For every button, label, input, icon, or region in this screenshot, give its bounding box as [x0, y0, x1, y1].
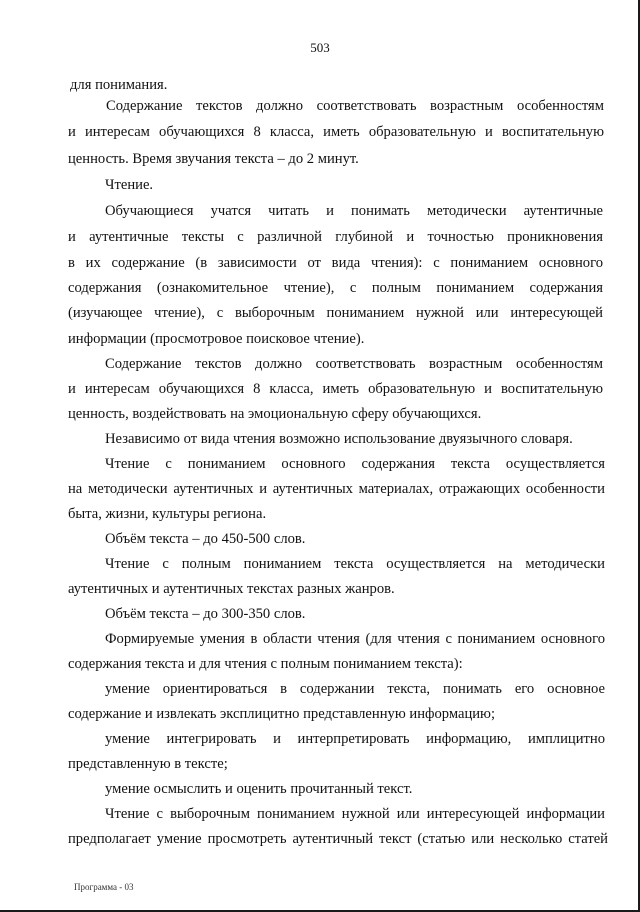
text-line: на методически аутентичных и аутентичных материалах, отражающих особенности: [68, 481, 605, 497]
text-line: ценность, воздействовать на эмоциональную сферу обучающихся.: [68, 406, 482, 422]
text-line: Чтение с пониманием основного содержания текста осуществляется: [105, 456, 605, 472]
text-line: содержания (ознакомительное чтение), с полным пониманием содержания: [68, 280, 603, 296]
text-line: Чтение с выборочным пониманием нужной или интересующей информации: [105, 806, 605, 822]
text-line: предполагает умение просмотреть аутентичный текст (статью или несколько статей: [68, 831, 608, 847]
text-line: умение ориентироваться в содержании текста, понимать его основное: [105, 681, 605, 697]
text-line: информации (просмотровое поисковое чтение).: [68, 331, 365, 347]
text-line: умение интегрировать и интерпретировать информацию, имплицитно: [105, 731, 605, 747]
text-line: Объём текста – до 450-500 слов.: [105, 531, 306, 547]
text-line: представленную в тексте;: [68, 756, 228, 772]
text-line: в их содержание (в зависимости от вида чтения): с пониманием основного: [68, 255, 603, 271]
text-line: умение осмыслить и оценить прочитанный текст.: [105, 781, 413, 797]
text-line: Формируемые умения в области чтения (для чтения с пониманием основного: [105, 631, 605, 647]
text-line: Содержание текстов должно соответствовать возрастным особенностям: [105, 356, 603, 372]
page-footer: Программа - 03: [74, 882, 134, 892]
text-line: ценность. Время звучания текста – до 2 минут.: [68, 151, 359, 167]
text-line: быта, жизни, культуры региона.: [68, 506, 267, 522]
text-line: Содержание текстов должно соответствовать возрастным особенностям: [106, 98, 604, 114]
text-line: и аутентичные тексты с различной глубиной и точностью проникновения: [68, 229, 603, 245]
text-line: Объём текста – до 300-350 слов.: [105, 606, 306, 622]
text-line: и интересам обучающихся 8 класса, иметь образовательную и воспитательную: [68, 381, 603, 397]
text-line: Чтение с полным пониманием текста осуществляется на методически: [105, 556, 605, 572]
text-line: (изучающее чтение), с выборочным пониманием нужной или интересующей: [68, 305, 603, 321]
text-line: Чтение.: [105, 177, 154, 193]
text-line: содержания текста и для чтения с полным пониманием текста):: [68, 656, 463, 672]
text-line: содержание и извлекать эксплицитно представленную информацию;: [68, 706, 496, 722]
text-line: Независимо от вида чтения возможно использование двуязычного словаря.: [105, 431, 573, 447]
text-line: аутентичных и аутентичных текстах разных жанров.: [68, 581, 395, 597]
page-number: 503: [310, 40, 330, 55]
text-line: и интересам обучающихся 8 класса, иметь образовательную и воспитательную: [68, 124, 604, 140]
text-line: Обучающиеся учатся читать и понимать методически аутентичные: [105, 203, 603, 219]
text-line: для понимания.: [70, 77, 168, 93]
